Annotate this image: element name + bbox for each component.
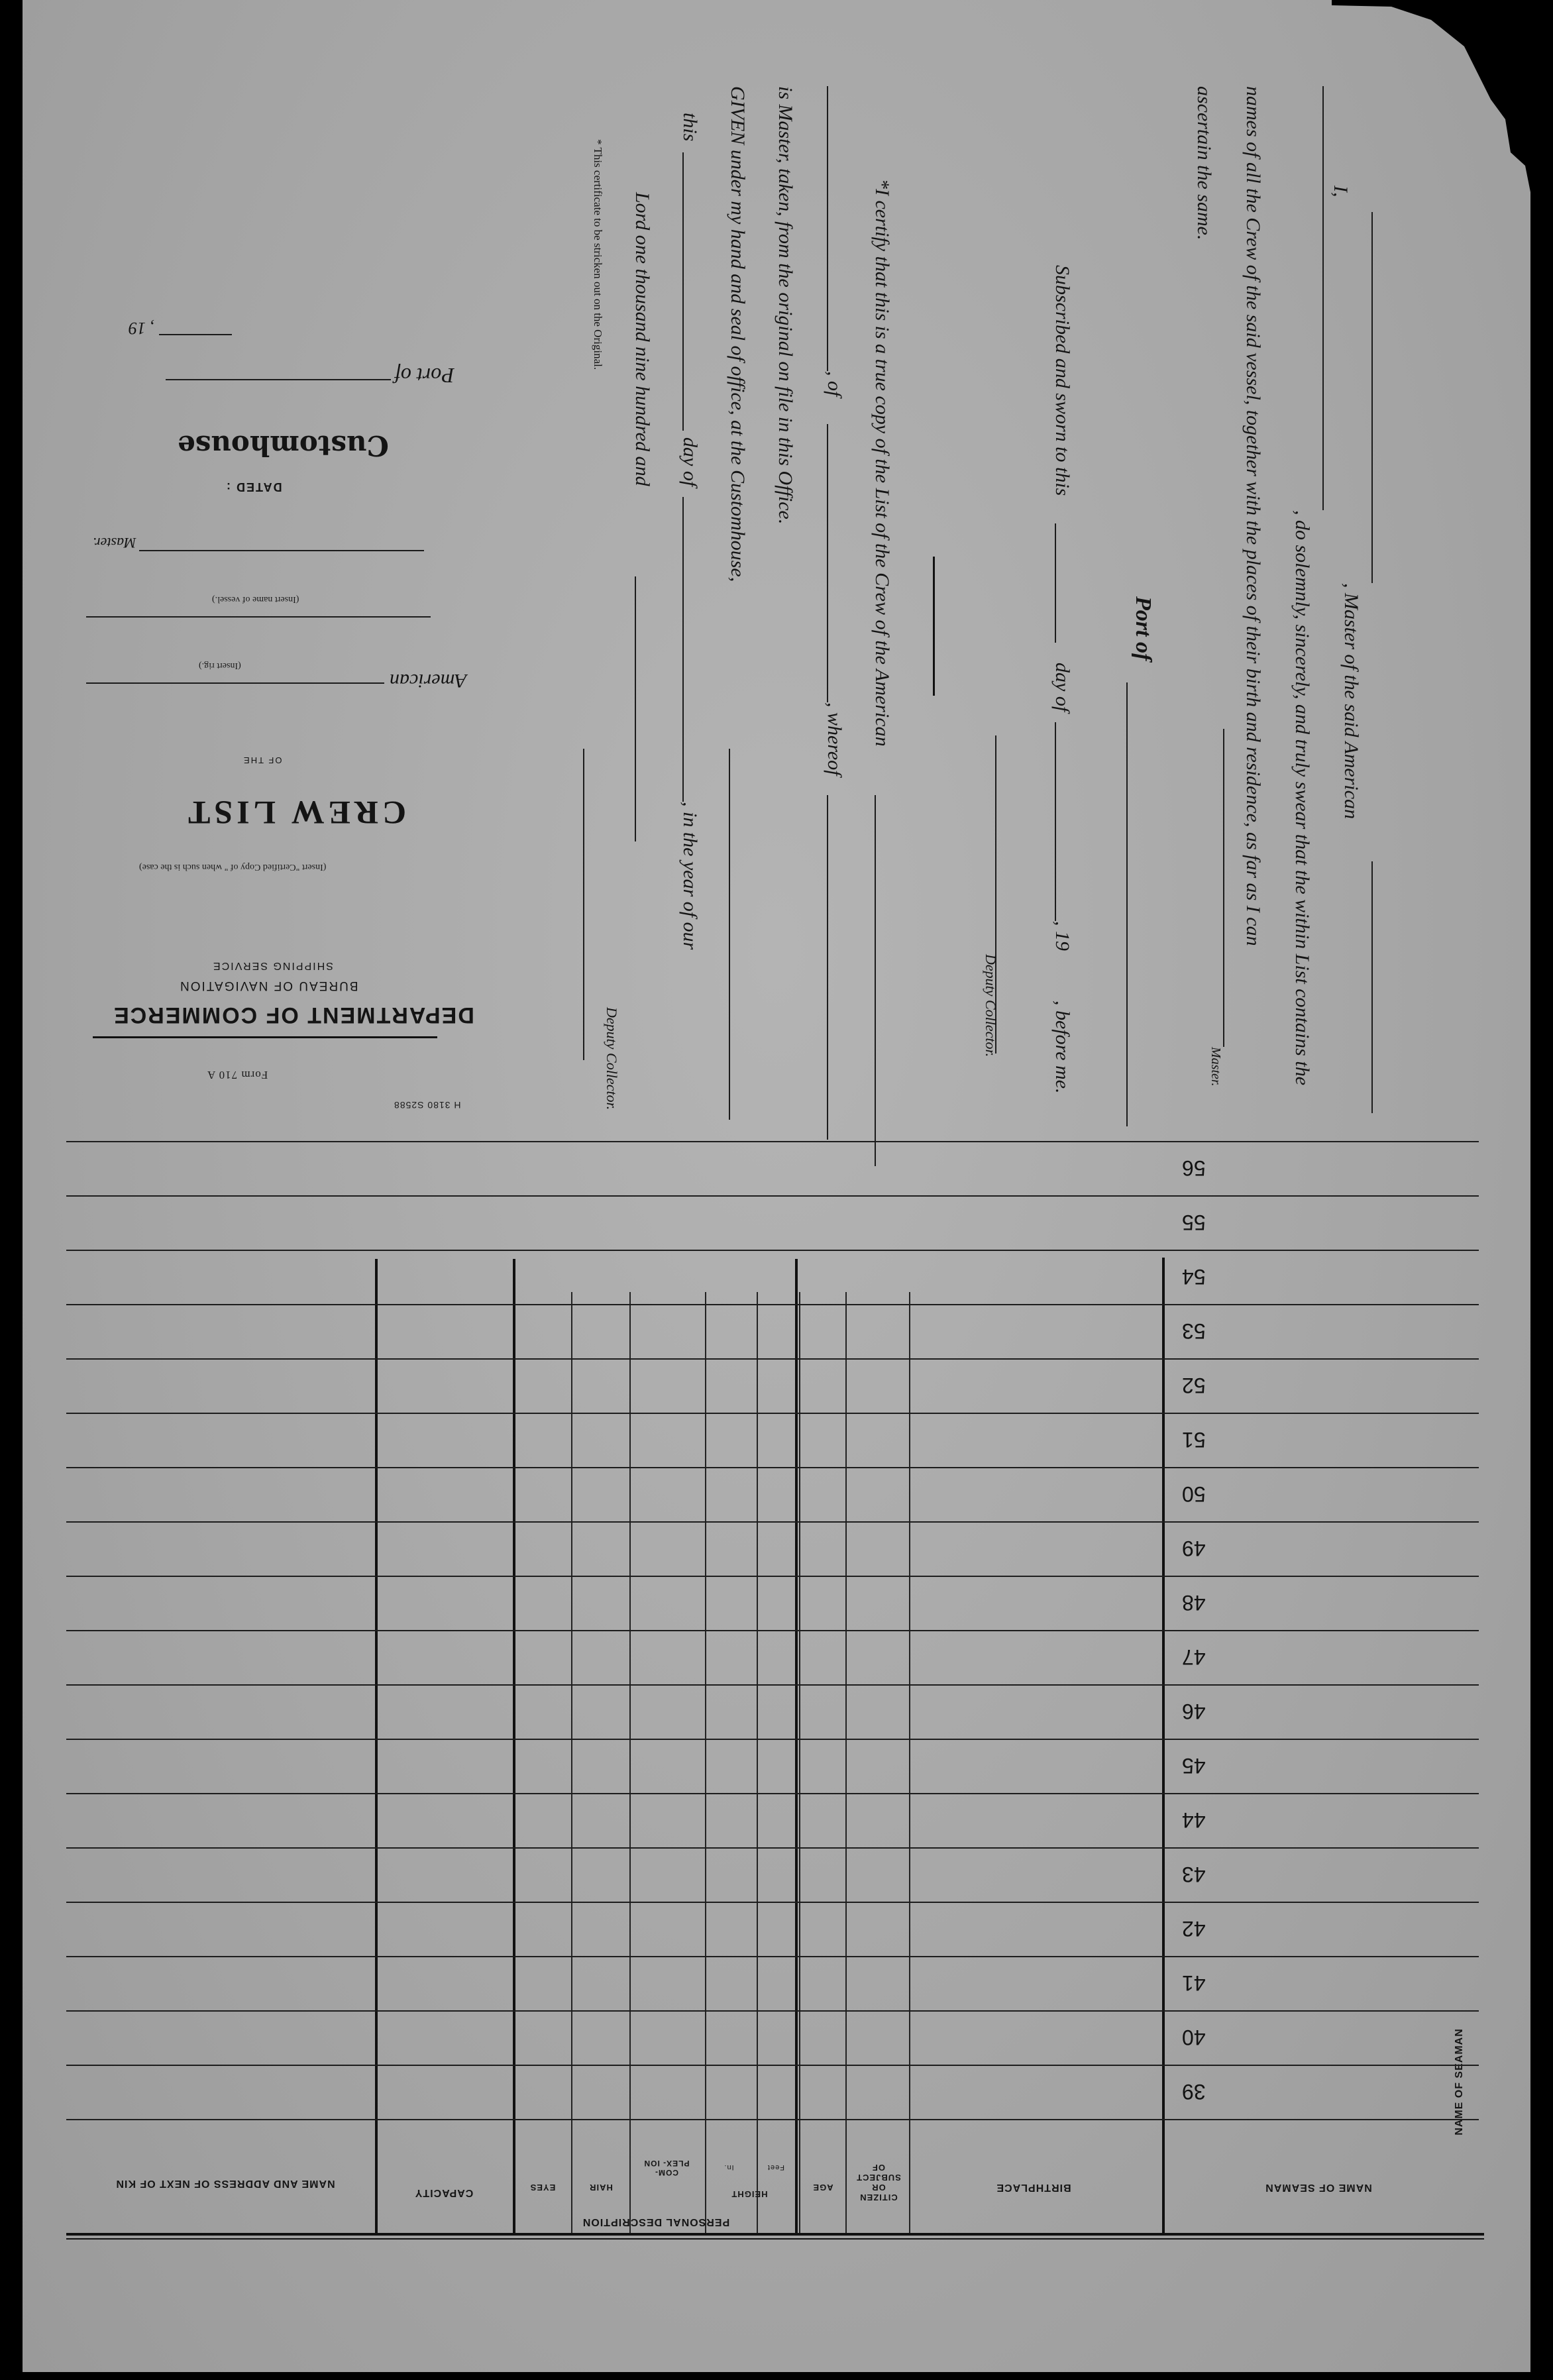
cover-insert-vessel <box>212 594 299 604</box>
col-line-citizen <box>845 1292 847 2233</box>
cert-of <box>823 371 845 396</box>
header-hair-text: HAIR <box>589 2183 613 2192</box>
table-row-line <box>66 1684 1479 1686</box>
row-number: 48 <box>1182 1591 1206 1615</box>
row-number: 52 <box>1182 1374 1206 1397</box>
cert-whereof-text: , whereof <box>824 702 845 776</box>
cert-line3 <box>774 86 796 524</box>
cover-insert-rig-text: (Insert rig.) <box>199 661 241 671</box>
cert-deputy-line <box>583 749 584 1060</box>
row-number: 41 <box>1182 1971 1206 1995</box>
cert-line1 <box>871 179 893 747</box>
cert-line1-text: *I certify that this is a true copy of the List of the Crew of the American <box>871 179 893 747</box>
cert-whereof <box>823 702 845 776</box>
row-number: 53 <box>1182 1319 1206 1343</box>
table-row-line <box>66 1630 1479 1631</box>
header-inches-text: In. <box>723 2163 734 2171</box>
oath-port-of-text: Port of <box>1131 596 1155 661</box>
row-number: 49 <box>1182 1537 1206 1560</box>
cert-this-text: this <box>679 113 701 142</box>
cover-department <box>113 1002 474 1028</box>
row-number: 50 <box>1182 1482 1206 1506</box>
oath-line3 <box>1242 86 1264 946</box>
col-line-age <box>799 1292 800 2233</box>
table-row-line <box>66 2119 1479 2120</box>
cover-dated-text: DATED : <box>225 480 282 494</box>
cover-department-text: DEPARTMENT OF COMMERCE <box>113 1002 474 1028</box>
cover-service-text: SHIPPING SERVICE <box>212 960 333 971</box>
oath-i: I, <box>1330 186 1352 197</box>
oath-deputy-collector-text: Deputy Collector. <box>983 954 999 1057</box>
cert-customhouse-blank <box>729 749 730 1120</box>
cover-year-text: , 19 <box>129 319 154 338</box>
cert-this <box>678 113 701 141</box>
cert-this-blank <box>682 152 684 431</box>
cert-in-year-text: , in the year of our <box>679 802 701 950</box>
row-number: 42 <box>1182 1917 1206 1941</box>
cert-deputy-collector-text: Deputy Collector. <box>604 1007 620 1110</box>
oath-subscribed-text: Subscribed and sworn to this <box>1051 265 1073 496</box>
header-citizen <box>852 2163 905 2202</box>
col-line-complexion <box>629 1292 631 2233</box>
table-row-line <box>66 1467 1479 1468</box>
oath-port-of <box>1130 596 1155 661</box>
cert-day-of-text: day of <box>679 437 701 487</box>
oath-master-signature-line <box>1223 729 1224 1047</box>
oath-line3-text: names of all the Crew of the said vessel, together with the places of their birth and residence, as far as I can <box>1242 86 1264 946</box>
cover-title <box>184 794 406 832</box>
header-complexion <box>640 2159 693 2177</box>
cover-customhouse <box>178 429 389 462</box>
header-personal-text: PERSONAL DESCRIPTION <box>582 2216 730 2228</box>
row-number: 56 <box>1182 1156 1206 1180</box>
cover-insert-vessel-text: (Insert name of vessel.) <box>212 594 299 604</box>
cover-certified-note-text: (Insert "Certified Copy of " when such is the case) <box>139 862 327 872</box>
cover-form-no <box>207 1068 268 1081</box>
table-row-line <box>66 1304 1479 1305</box>
col-line-height-in <box>757 1292 758 2233</box>
row-number: 46 <box>1182 1700 1206 1723</box>
cert-line3-text: is Master, taken, from the original on file in this Office. <box>775 86 796 525</box>
cert-of-blank <box>827 86 828 371</box>
header-feet <box>759 2161 792 2173</box>
header-height-text: HEIGHT <box>731 2189 768 2199</box>
oath-line4-text: ascertain the same. <box>1193 86 1215 241</box>
cert-day-of <box>678 437 701 486</box>
cover-year-blank <box>159 334 232 335</box>
col-line-personal <box>795 1259 798 2233</box>
table-row-line <box>66 1956 1479 1957</box>
oath-month-blank <box>1055 722 1056 921</box>
header-personal-description <box>530 2216 782 2228</box>
header-birthplace <box>954 2181 1113 2193</box>
cert-footnote <box>591 139 604 370</box>
cert-vessel-blank <box>875 795 876 1166</box>
cover-port-of-text: Port of <box>395 364 455 388</box>
cover-service <box>212 959 333 971</box>
cover-title-text: CREW LIST <box>184 794 407 832</box>
oath-day-blank <box>1055 523 1056 643</box>
table-row-line <box>66 1739 1479 1740</box>
oath-before-me <box>1051 1001 1073 1094</box>
oath-year-text: , 19 <box>1051 921 1073 951</box>
cover-american-text: American <box>390 670 467 692</box>
table-row-line <box>66 1358 1479 1360</box>
cover-american <box>390 669 467 692</box>
oath-vessel-blank <box>1371 861 1373 1113</box>
cert-given <box>726 86 749 582</box>
header-capacity <box>391 2187 497 2198</box>
header-next-of-kin-text: NAME AND ADDRESS OF NEXT OF KIN <box>115 2178 335 2189</box>
header-eyes <box>519 2181 566 2193</box>
cert-month-blank <box>682 497 684 802</box>
cover-customhouse-text: Customhouse <box>178 429 389 462</box>
cover-rig-blank <box>86 682 384 684</box>
header-height <box>706 2188 792 2200</box>
col-line-capacity <box>375 1259 378 2233</box>
col-line-hair <box>571 1292 572 2233</box>
table-row-line <box>66 2010 1479 2012</box>
oath-day-of <box>1051 663 1073 712</box>
oath-master-label-text: Master. <box>1208 1047 1223 1087</box>
row-number: 40 <box>1182 2026 1206 2049</box>
header-age-text: AGE <box>812 2183 833 2192</box>
rotated-frame <box>0 827 1553 2380</box>
row-number: 55 <box>1182 1211 1206 1234</box>
table-row-line <box>66 1250 1479 1251</box>
table-row-line <box>66 1413 1479 1414</box>
cert-lord-text: Lord one thousand nine hundred and <box>631 192 653 486</box>
row-number: 39 <box>1182 2080 1206 2104</box>
oath-line4 <box>1193 86 1215 240</box>
col-line-name <box>1162 1258 1165 2233</box>
header-capacity-text: CAPACITY <box>414 2187 474 2198</box>
cover-print-code <box>394 1100 461 1110</box>
row-number: 45 <box>1182 1754 1206 1778</box>
header-next-of-kin <box>93 2176 358 2191</box>
table-row-line <box>66 1195 1479 1197</box>
cover-port-blank <box>166 379 391 380</box>
table-bottom-rule-2 <box>66 2238 1484 2240</box>
cover-insert-rig <box>199 660 241 671</box>
row-number: 43 <box>1182 1863 1206 1886</box>
cover-dated <box>225 480 282 494</box>
oath-before-me-text: , before me. <box>1051 1001 1073 1094</box>
cert-whereof-blank <box>827 424 828 702</box>
cert-lord-blank <box>635 576 636 841</box>
col-line-height-feet <box>705 1292 706 2233</box>
oath-deputy-collector <box>982 954 999 1057</box>
cert-deputy-collector <box>603 1007 620 1110</box>
cert-master-blank <box>827 795 828 1140</box>
header-name-of-seaman: NAME OF SEAMAN <box>1454 2028 1465 2136</box>
oath-separator <box>933 557 935 696</box>
header-name-text: NAME OF SEAMAN <box>1265 2182 1372 2193</box>
header-eyes-text: EYES <box>529 2183 556 2192</box>
oath-line2-text: , do solemnly, sincerely, and truly swear that the within List contains the <box>1291 510 1313 1086</box>
oath-subscribed <box>1051 265 1073 496</box>
cert-lord <box>631 192 653 486</box>
table-row-line <box>66 1847 1479 1849</box>
cert-footnote-text: * This certificate to be stricken out on the Original. <box>592 139 604 370</box>
cert-of-text: , of <box>824 371 845 397</box>
oath-master-label <box>1208 1047 1223 1086</box>
oath-line1-text: , Master of the said American <box>1340 583 1362 820</box>
cover-master <box>93 534 136 551</box>
cover-vessel-blank <box>86 616 431 618</box>
row-number: 51 <box>1182 1428 1206 1452</box>
cover-certified-note <box>139 861 326 872</box>
table-row-line <box>66 1793 1479 1794</box>
row-number: 44 <box>1182 1808 1206 1832</box>
col-line-birthplace <box>909 1292 910 2233</box>
cover-master-text: Master. <box>93 535 136 551</box>
oath-line1-prefix <box>1329 186 1352 197</box>
row-number: 47 <box>1182 1645 1206 1669</box>
oath-line2 <box>1291 510 1313 1085</box>
header-complexion-text: COM- PLEX- ION <box>643 2159 690 2177</box>
header-birthplace-text: BIRTHPLACE <box>996 2182 1071 2193</box>
cover-bureau <box>179 978 358 993</box>
torn-corner <box>1332 0 1544 199</box>
cert-in-year <box>678 802 701 949</box>
header-hair <box>578 2181 624 2193</box>
oath-year <box>1051 921 1073 951</box>
table-row-line <box>66 1576 1479 1577</box>
table-row-line <box>66 1902 1479 1903</box>
oath-line2-blank <box>1322 86 1324 510</box>
row-number: 54 <box>1182 1265 1206 1289</box>
table-bottom-rule <box>66 2233 1484 2236</box>
table-row-line <box>66 1521 1479 1523</box>
cover-port-of <box>395 363 455 388</box>
header-age <box>803 2181 843 2193</box>
col-line-eyes <box>513 1259 515 2233</box>
oath-master-name-blank <box>1371 212 1373 583</box>
header-citizen-text: CITIZEN OR SUBJECT OF <box>856 2163 901 2202</box>
header-feet-text: Feet <box>767 2163 785 2171</box>
table-row-line <box>66 1141 1479 1142</box>
header-name-of-seaman <box>1219 2181 1418 2193</box>
oath-port-blank <box>1126 682 1128 1126</box>
cover-form-no-text: Form 710 A <box>207 1069 268 1081</box>
cover-bureau-text: BUREAU OF NAVIGATION <box>179 979 358 993</box>
cover-year <box>129 318 154 338</box>
oath-day-of-text: day of <box>1051 663 1073 712</box>
cover-master-blank <box>139 550 424 551</box>
cover-rule-top <box>93 1036 437 1038</box>
oath-line1 <box>1340 583 1362 819</box>
cover-of-the-text: OF THE <box>242 755 282 765</box>
header-inches <box>709 2161 749 2173</box>
table-row-line <box>66 2065 1479 2066</box>
cover-of-the <box>242 755 282 765</box>
cover-print-code-text: H 3180 S2588 <box>394 1100 461 1110</box>
cert-given-text: GIVEN under my hand and seal of office, at the Customhouse, <box>727 86 749 582</box>
